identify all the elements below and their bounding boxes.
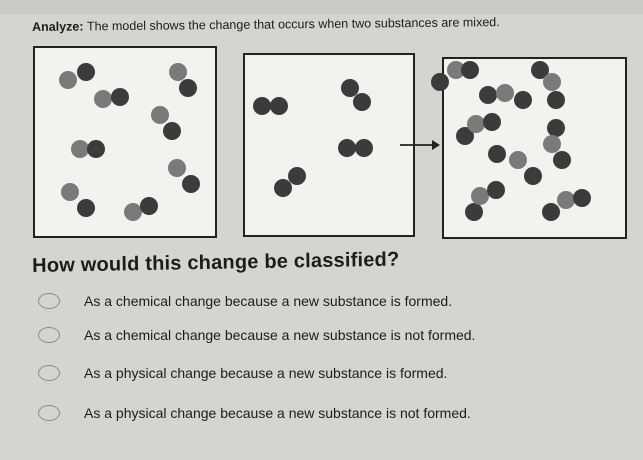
answer-option-3[interactable] (38, 360, 447, 386)
answer-option-label: As a chemical change because a new substance is not formed. (84, 327, 476, 343)
radio-button-icon[interactable] (38, 405, 60, 421)
answer-option-label: As a physical change because a new substance is formed. (84, 365, 448, 381)
answer-option-4[interactable] (38, 400, 471, 426)
radio-button-icon[interactable] (38, 365, 60, 381)
radio-button-icon[interactable] (38, 327, 60, 343)
radio-button-icon[interactable] (38, 293, 60, 309)
reaction-arrowhead (432, 140, 440, 150)
substance-b-box (244, 54, 414, 236)
prompt-body: The model shows the change that occurs when two substances are mixed. (86, 15, 500, 34)
answer-option-1[interactable] (38, 288, 452, 314)
answer-option-label: As a physical change because a new substance is not formed. (84, 405, 471, 421)
answer-option-2[interactable] (38, 322, 475, 348)
question-text: How would this change be classified? (32, 248, 400, 277)
answer-option-label: As a chemical change because a new substance is formed. (84, 293, 453, 309)
prompt-lead: Analyze: (32, 19, 84, 34)
